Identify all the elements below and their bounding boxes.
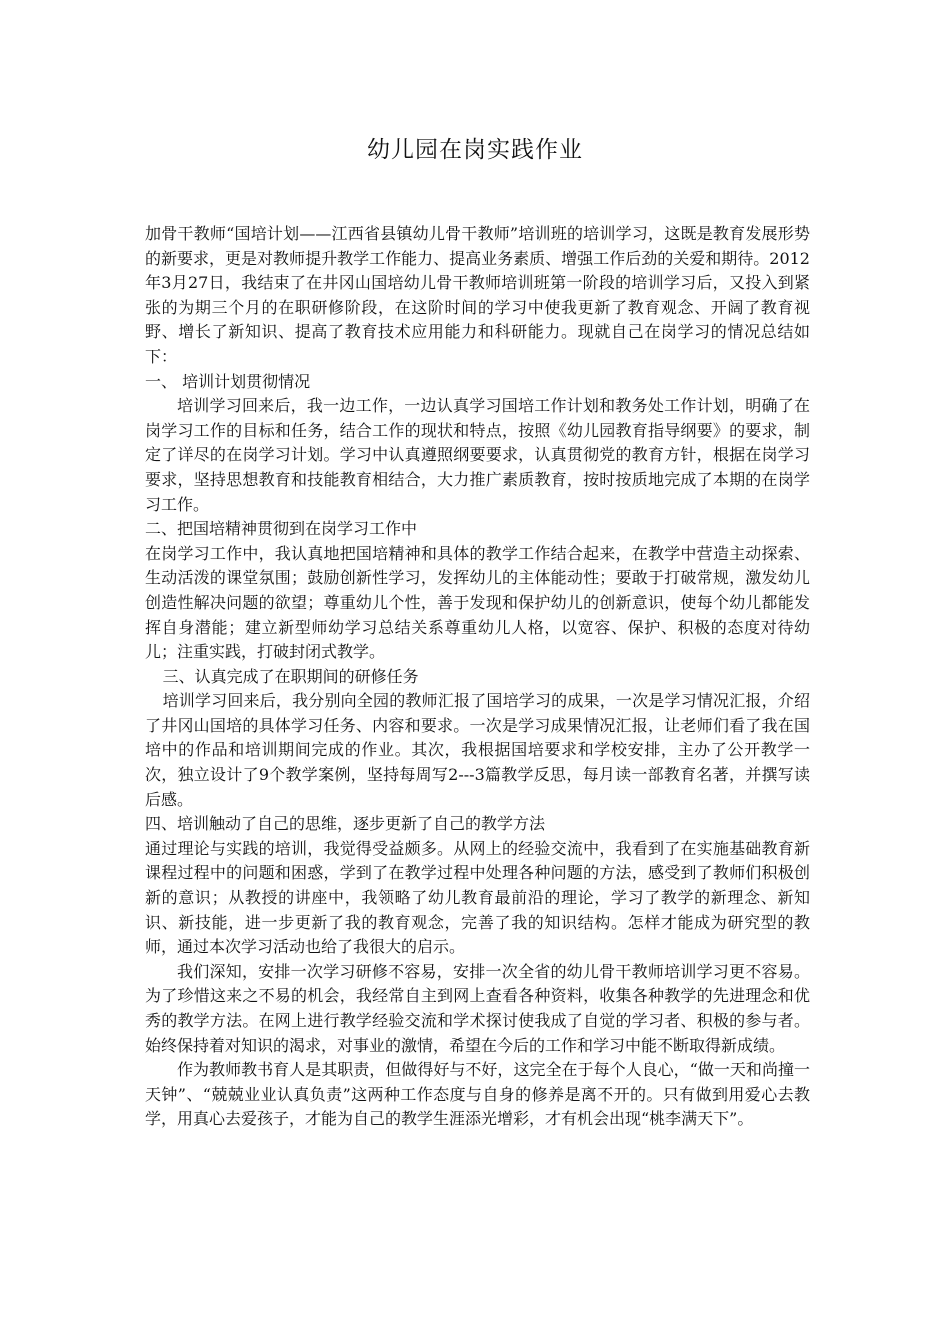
section-3-paragraph: 培训学习回来后，我分别向全园的教师汇报了国培学习的成果，一次是学习情况汇报，介绍了井冈山国培的具体学习任务、内容和要求。一次是学习成果情况汇报，让老师们看了我在国培中的作品和培训期间完成的作业。其次，我根据国培要求和学校安排，主办了公开教学一次，独立设计了9个教学案例，坚持每周写2---3篇教学反思，每月读一部教育名著，并撰写读后感。 — [145, 691, 810, 809]
document-body — [145, 222, 810, 1132]
intro-paragraph: 加骨干教师“国培计划——江西省县镇幼儿骨干教师”培训班的培训学习，这既是教育发展形势的新要求，更是对教师提升教学工作能力、提高业务素质、增强工作后劲的关爱和期待。2012年3月27日，我结束了在井冈山国培幼儿骨干教师培训班第一阶段的培训学习后，又投入到紧张的为期三个月的在职研修阶段，在这阶时间的学习中使我更新了教育观念、开阔了教育视野、增长了新知识、提高了教育技术应用能力和科研能力。现就自己在岗学习的情况总结如下： — [145, 224, 810, 366]
closing-paragraph: 作为教师教书育人是其职责，但做得好与不好，这完全在于每个人良心，“做一天和尚撞一天钟”、“兢兢业业认真负责”这两种工作态度与自身的修养是离不开的。只有做到用爱心去教学，用真心去爱孩子，才能为自己的教学生涯添光增彩，才有机会出现“桃李满天下”。 — [145, 1060, 810, 1129]
reflection-paragraph: 我们深知，安排一次学习研修不容易，安排一次全省的幼儿骨干教师培训学习更不容易。为了珍惜这来之不易的机会，我经常自主到网上查看各种资料，收集各种教学的先进理念和优秀的教学方法。在网上进行教学经验交流和学术探讨使我成了自觉的学习者、积极的参与者。始终保持着对知识的渴求，对事业的激情，希望在今后的工作和学习中能不断取得新成绩。 — [145, 961, 810, 1055]
section-heading-4: 四、培训触动了自己的思维，逐步更新了自己的教学方法 — [145, 814, 546, 834]
document-title: 幼儿园在岗实践作业 — [367, 137, 583, 163]
section-1-paragraph: 培训学习回来后，我一边工作，一边认真学习国培工作计划和教务处工作计划，明确了在岗学习工作的目标和任务，结合工作的现状和特点，按照《幼儿园教育指导纲要》的要求，制定了详尽的在岗学习计划。学习中认真遵照纲要要求，认真贯彻党的教育方针，根据在岗学习要求，坚持思想教育和技能教育相结合，大力推广素质教育，按时按质地完成了本期的在岗学习工作。 — [145, 396, 810, 514]
section-2-paragraph: 在岗学习工作中，我认真地把国培精神和具体的教学工作结合起来，在教学中营造主动探索、生动活泼的课堂氛围；鼓励创新性学习，发挥幼儿的主体能动性；要敢于打破常规，激发幼儿创造性解决问题的欲望；尊重幼儿个性，善于发现和保护幼儿的创新意识，使每个幼儿都能发挥自身潜能；建立新型师幼学习总结关系尊重幼儿人格，以宽容、保护、积极的态度对待幼儿；注重实践，打破封闭式教学。 — [145, 543, 810, 662]
section-heading-2: 二、把国培精神贯彻到在岗学习工作中 — [145, 519, 418, 539]
section-heading-1: 一、 培训计划贯彻情况 — [145, 371, 311, 391]
section-4-paragraph: 通过理论与实践的培训，我觉得受益颇多。从网上的经验交流中，我看到了在实施基础教育新课程过程中的问题和困惑，学到了在教学过程中处理各种问题的方法，感受到了教师们积极创新的意识；从教授的讲座中，我领略了幼儿教育最前沿的理论，学习了教学的新理念、新知识、新技能，进一步更新了我的教育观念，完善了我的知识结构。怎样才能成为研究型的教师，通过本次学习活动也给了我很大的启示。 — [145, 838, 810, 957]
section-heading-3: 三、认真完成了在职期间的研修任务 — [162, 666, 419, 686]
